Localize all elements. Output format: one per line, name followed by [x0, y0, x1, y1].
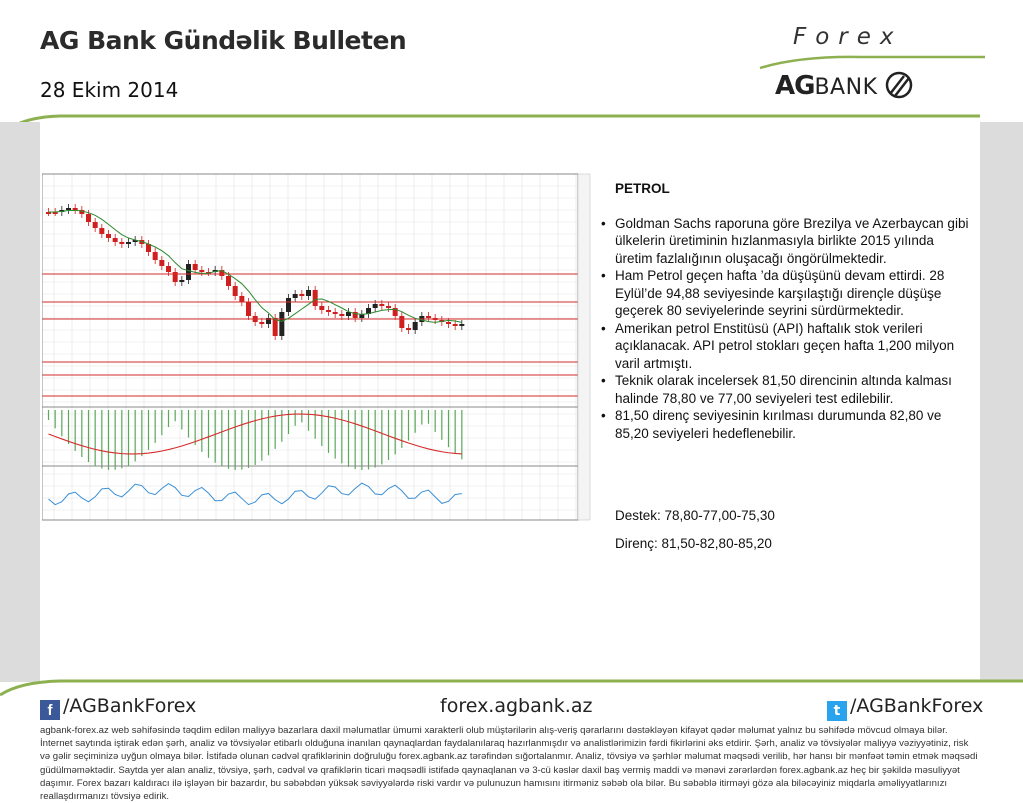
- candle-body: [226, 276, 231, 286]
- candle-body: [73, 208, 78, 210]
- agbank-logo-icon: [884, 70, 914, 100]
- support-levels: Destek: 78,80-77,00-75,30: [615, 508, 775, 523]
- article-heading: PETROL: [615, 181, 670, 196]
- candle-body: [339, 314, 344, 316]
- candle-body: [86, 214, 91, 222]
- candle-body: [293, 294, 298, 298]
- bullet-item: • Amerikan petrol Enstitüsü (API) haftalık stok verileri açıklanacak. API petrol stokları geçen hafta 1,200 milyon varil artmıştı.: [603, 320, 975, 373]
- candle-body: [93, 222, 98, 228]
- candle-body: [179, 280, 184, 282]
- candle-body: [286, 298, 291, 312]
- candle-body: [166, 266, 171, 272]
- candle-body: [413, 322, 418, 330]
- candle-body: [259, 322, 264, 324]
- candle-body: [106, 234, 111, 238]
- twitter-handle: /AGBankForex: [850, 695, 984, 717]
- candle-body: [446, 322, 451, 324]
- candle-body: [193, 264, 198, 270]
- moving-average-line: [49, 210, 462, 322]
- candle-body: [186, 264, 191, 280]
- candle-body: [99, 228, 104, 234]
- brand-ag-text: AG: [775, 71, 815, 101]
- bulletin-title: AG Bank Gündəlik Bulleten: [40, 26, 407, 55]
- left-margin-band: [0, 122, 40, 682]
- facebook-icon: f: [40, 700, 60, 720]
- article-bullets: [603, 215, 975, 443]
- candle-body: [326, 310, 331, 312]
- chart-lines: [42, 210, 578, 504]
- candle-body: [113, 238, 118, 242]
- bullet-item: • Goldman Sachs raporuna göre Brezilya ve Azerbaycan gibi ülkelerin üretiminin hızlanmasıyla birlikte 2015 yılında üretim fazlalığının oluşacağı öngörülmektedir.: [603, 215, 975, 268]
- oil-price-chart: [42, 172, 592, 522]
- candle-body: [399, 316, 404, 328]
- chart-price-scale: [578, 174, 590, 520]
- twitter-icon: t: [827, 701, 847, 721]
- bullet-item: • Teknik olarak incelersek 81,50 direncinin altında kalması halinde 78,80 ve 77,00 seviyeleri test edilebilir.: [603, 372, 975, 407]
- candle-body: [453, 324, 458, 326]
- candle-body: [119, 242, 124, 244]
- candle-body: [373, 304, 378, 308]
- bulletin-date: 28 Ekim 2014: [40, 78, 179, 102]
- candle-body: [379, 304, 384, 306]
- candle-body: [246, 302, 251, 316]
- candle-body: [153, 252, 158, 260]
- candle-body: [386, 306, 391, 308]
- agbank-logo: [775, 70, 935, 110]
- twitter-link[interactable]: [827, 695, 983, 721]
- footer-swoosh: [0, 678, 1023, 696]
- website-link[interactable]: forex.agbank.az: [440, 695, 593, 717]
- candle-body: [279, 312, 284, 336]
- article-text: [603, 180, 975, 442]
- resistance-levels: Direnç: 81,50-82,80-85,20: [615, 536, 772, 551]
- candle-body: [159, 260, 164, 266]
- rsi-line: [49, 483, 462, 505]
- bullet-item: • Ham Petrol geçen hafta ’da düşüşünü devam ettirdi. 28 Eylül’de 94,88 seviyesinde karşılaştığı dirençle düşüşe geçerek 80 seviyelerinde seyrini sürdürmektedir.: [603, 267, 975, 320]
- candle-body: [273, 318, 278, 336]
- disclaimer-text: agbank-forex.az web səhifəsində təqdim edilən maliyyə bazarlara daxil məlumatlar ümumi xarakterli olub müştərilərin alış-veriş qərarlarını dəstəkləyən kifayət qədər məlumat yalnız bu səhifədə mövcud olmaya bilər. İnternet saytında iştirak edən şərh, analiz və tövsiyələr etibarlı olduğuna inanılan qaynaqlardan faydalanılaraq hazırlanmışdır və analistlərimizin fərdi fikirlərini əks etdirir. Şərh, analiz və tövsiyələr maliyyə vəziyyətiniz, risk və gəlir seçiminizə uyğun olmaya bilər. İstifadə olunan cədvəl qrafiklərinin doğruluğu forex.agbank.az tərəfindən sığortalanmır. Analiz, tövsiyə və şərhlər məlumat məqsədi verilib, hər hansı bir mənfəət təmin etmək məqsədi güdülməməktədir. Saytda yer alan analiz, tövsiyə, şərh, cədvəl və qrafiklərin ticari məqsədli istifadə qaynaqlanan və 3-cü kəslər daxil baş vermiş maddi və mənəvi zərərlərdən forex.agbank.az heç bir şəkildə məsuliyyət daşımır. Forex bazarı kaldıracı ilə işləyən bir bazardır, bu səbəbdən yüksək səviyyələrdə riski vardır və pulunuzun hamısını itirməniz səbəb ola bilər. Bu səbəblə itirməyi gözə ala biləcəyiniz miqdarla əməliyyatlarınızı reallaşdırmanızı tövsiyə edirik.: [40, 725, 978, 803]
- candle-body: [299, 294, 304, 296]
- candle-body: [406, 328, 411, 330]
- candle-body: [126, 242, 131, 244]
- candle-body: [239, 296, 244, 302]
- facebook-link[interactable]: [40, 695, 196, 720]
- right-margin-band: [980, 122, 1023, 682]
- candle-body: [459, 324, 464, 326]
- forex-label: Forex: [793, 24, 903, 50]
- candle-body: [199, 270, 204, 272]
- candle-body: [426, 316, 431, 318]
- bullet-item: • 81,50 direnç seviyesinin kırılması durumunda 82,80 ve 85,20 seviyeleri hedeflenebilir.: [603, 407, 975, 442]
- candle-body: [233, 286, 238, 296]
- candle-body: [319, 306, 324, 310]
- candle-body: [66, 208, 71, 210]
- facebook-handle: /AGBankForex: [63, 695, 197, 717]
- candle-body: [306, 290, 311, 296]
- candle-body: [333, 312, 338, 314]
- header-swoosh: [0, 0, 1023, 135]
- candle-body: [313, 290, 318, 306]
- brand-bank-text: BANK: [814, 75, 878, 100]
